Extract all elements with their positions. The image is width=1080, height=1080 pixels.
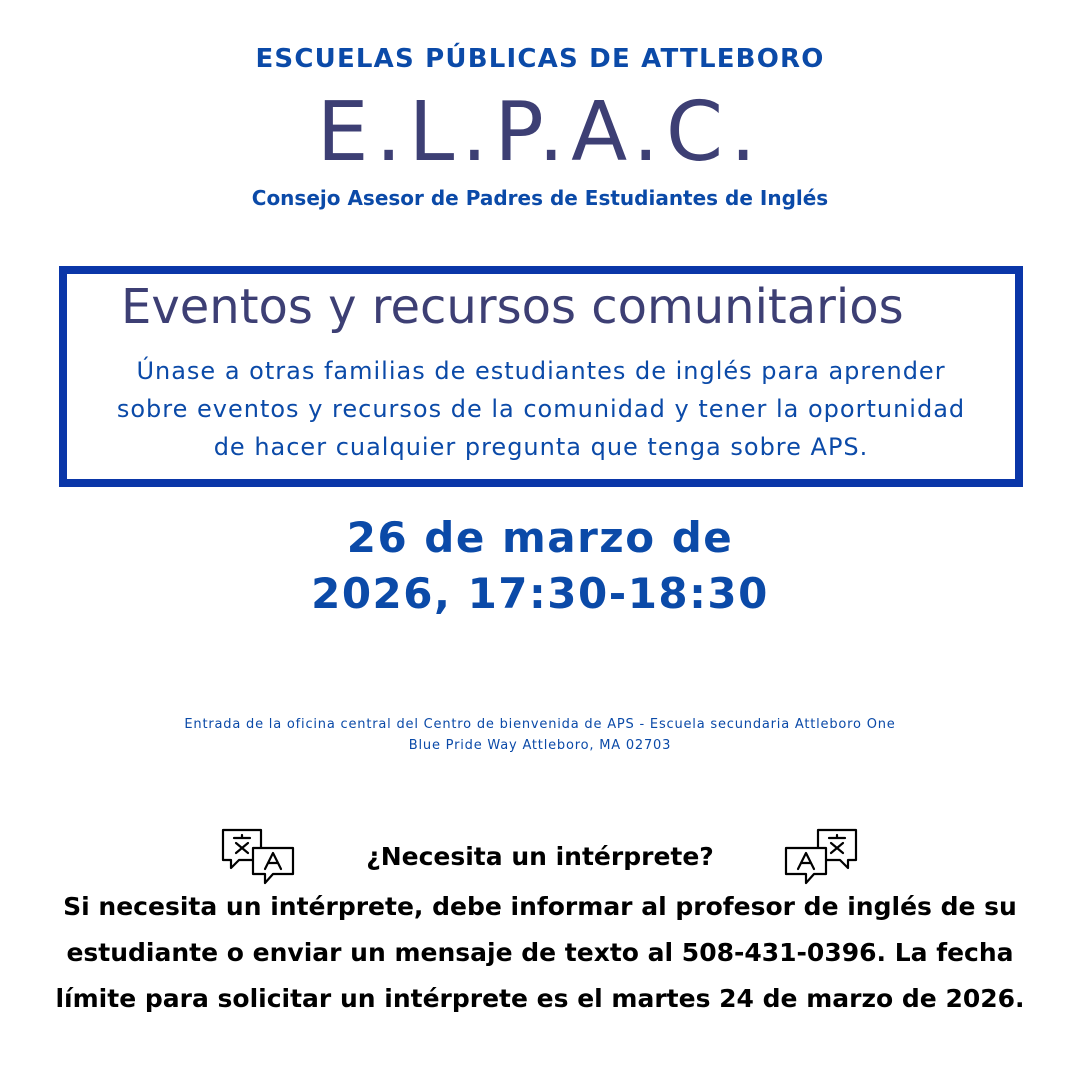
interpreter-instructions (0, 884, 1080, 1022)
instructions-line: Si necesita un intérprete, debe informar al profesor de inglés de su (63, 892, 1017, 921)
acronym-title: E.L.P.A.C. (316, 85, 764, 180)
instructions-line: límite para solicitar un intérprete es el martes 24 de marzo de 2026. (55, 984, 1025, 1013)
location-line: Entrada de la oficina central del Centro de bienvenida de APS - Escuela secundaria Attleboro One (184, 717, 896, 732)
description-line: Únase a otras familias de estudiantes de inglés para aprender (136, 357, 946, 385)
event-date-line: 2026, 17:30-18:30 (311, 569, 769, 618)
event-box (59, 266, 1023, 487)
organization-name: ESCUELAS PÚBLICAS DE ATTLEBORO (255, 44, 825, 74)
description-line: sobre eventos y recursos de la comunidad y tener la oportunidad (116, 395, 966, 423)
interpreter-heading: ¿Necesita un intérprete? (366, 842, 714, 871)
description-line: de hacer cualquier pregunta que tenga sobre APS. (213, 433, 869, 461)
event-date (0, 510, 1080, 622)
council-name: Consejo Asesor de Padres de Estudiantes de Inglés (251, 186, 829, 210)
event-location (0, 714, 1080, 756)
instructions-line: estudiante o enviar un mensaje de texto al 508-431-0396. La fecha (66, 938, 1014, 967)
location-line: Blue Pride Way Attleboro, MA 02703 (408, 738, 672, 753)
translate-icon (782, 826, 860, 888)
event-box-description (67, 352, 1015, 466)
event-date-line: 26 de marzo de (346, 513, 734, 562)
event-box-title: Eventos y recursos comunitarios (121, 279, 904, 335)
